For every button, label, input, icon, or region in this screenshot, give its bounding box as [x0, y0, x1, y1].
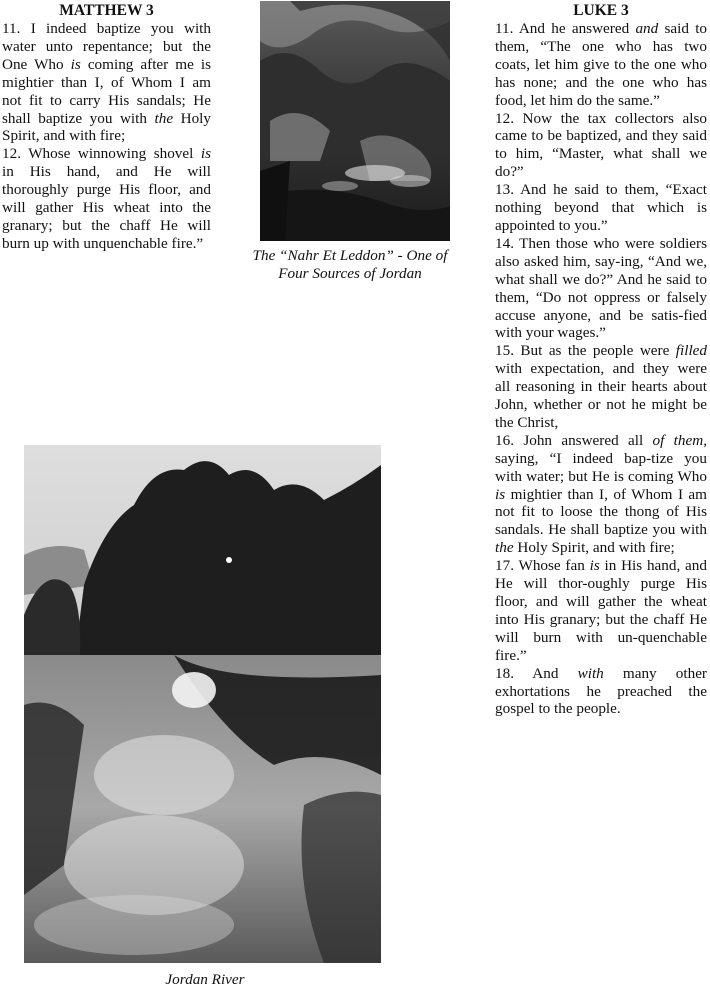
- verse-text: 18. And: [495, 664, 578, 682]
- luke-verse: [495, 557, 707, 664]
- verse-text: the: [154, 109, 174, 127]
- verse-text: in His hand, and He will thoroughly purge His floor, and will gather His wheat into the granary; but the chaff He will burn up with unquenchable fire.”: [2, 163, 211, 252]
- verse-text: is: [589, 557, 600, 575]
- verse-text: 12. Now the tax collectors also came to be baptized, and they said to him, “Master, what shall we do?”: [495, 109, 707, 181]
- verse-text: 12. Whose winnowing shovel: [2, 145, 201, 163]
- luke-verse: [495, 432, 707, 557]
- figure-caption-nahr-et-leddon: The “Nahr Et Leddon” - One of Four Sources of Jordan: [252, 247, 448, 282]
- verse-text: is: [200, 145, 211, 163]
- verse-text: is: [495, 485, 506, 503]
- matthew-column: [2, 2, 211, 253]
- luke-verse: [495, 235, 707, 342]
- luke-verse: [495, 665, 707, 719]
- verse-text: the: [495, 539, 514, 557]
- verse-text: filled: [675, 342, 707, 360]
- verse-text: mightier than I, of Whom I am not fit to loose the thong of His sandals. He shall baptize you with: [495, 485, 707, 539]
- verse-text: 15. But as the people were: [495, 342, 676, 360]
- verse-text: is: [70, 55, 81, 73]
- luke-verse: [495, 342, 707, 432]
- luke-verse: [495, 110, 707, 182]
- verse-text: 11. I indeed baptize you with water unto repentance; but the One Who: [2, 20, 211, 73]
- luke-verses: [495, 20, 707, 718]
- verse-text: 11. And he answered: [495, 20, 636, 37]
- verse-text: Holy Spirit, and with fire;: [2, 109, 211, 145]
- nahr-et-leddon-photo: [260, 1, 450, 241]
- verse-text: , saying, “I indeed bap-tize you with water; but He is coming Who: [495, 431, 707, 485]
- luke-column: [495, 2, 707, 718]
- verse-text: Holy Spirit, and with fire;: [513, 539, 675, 557]
- matthew-verse: [2, 20, 211, 145]
- verse-text: 13. And he said to them, “Exact nothing beyond that which is appointed to you.”: [495, 181, 707, 234]
- matthew-heading: MATTHEW 3: [59, 2, 154, 19]
- verse-text: 14. Then those who were soldiers also asked him, say-ing, “And we, what shall we do?” And he said to them, “Do not oppress or falsely accuse anyone, and be satis-fied with your wages.”: [495, 234, 707, 342]
- verse-text: coming after me is mightier than I, of Whom I am not fit to carry His sandals; He shall baptize you with: [2, 55, 211, 127]
- jordan-river-photo: [24, 445, 381, 963]
- matthew-verses: [2, 20, 211, 253]
- verse-text: in His hand, and He will thor-oughly purge His floor, and will gather the wheat into His granary; but the chaff He will burn with un-quenchable fire.”: [495, 557, 707, 664]
- matthew-verse: [2, 145, 211, 252]
- verse-text: and: [635, 20, 659, 37]
- verse-text: said to them, “The one who has two coats, let him give to the one who has none; and the one who has food, let him do the same.”: [495, 20, 708, 109]
- verse-text: 17. Whose fan: [495, 557, 590, 575]
- figure-caption-jordan-river: Jordan River: [165, 971, 245, 988]
- verse-text: with: [577, 664, 604, 682]
- verse-text: of them: [652, 431, 704, 449]
- luke-verse: [495, 20, 707, 110]
- luke-verse: [495, 181, 707, 235]
- verse-text: many other exhortations he preached the gospel to the people.: [495, 664, 707, 718]
- luke-heading: LUKE 3: [573, 2, 629, 19]
- verse-text: 16. John answered all: [495, 431, 653, 449]
- verse-text: with expectation, and they were all reasoning in their hearts about John, whether or not he might be the Christ,: [495, 360, 707, 431]
